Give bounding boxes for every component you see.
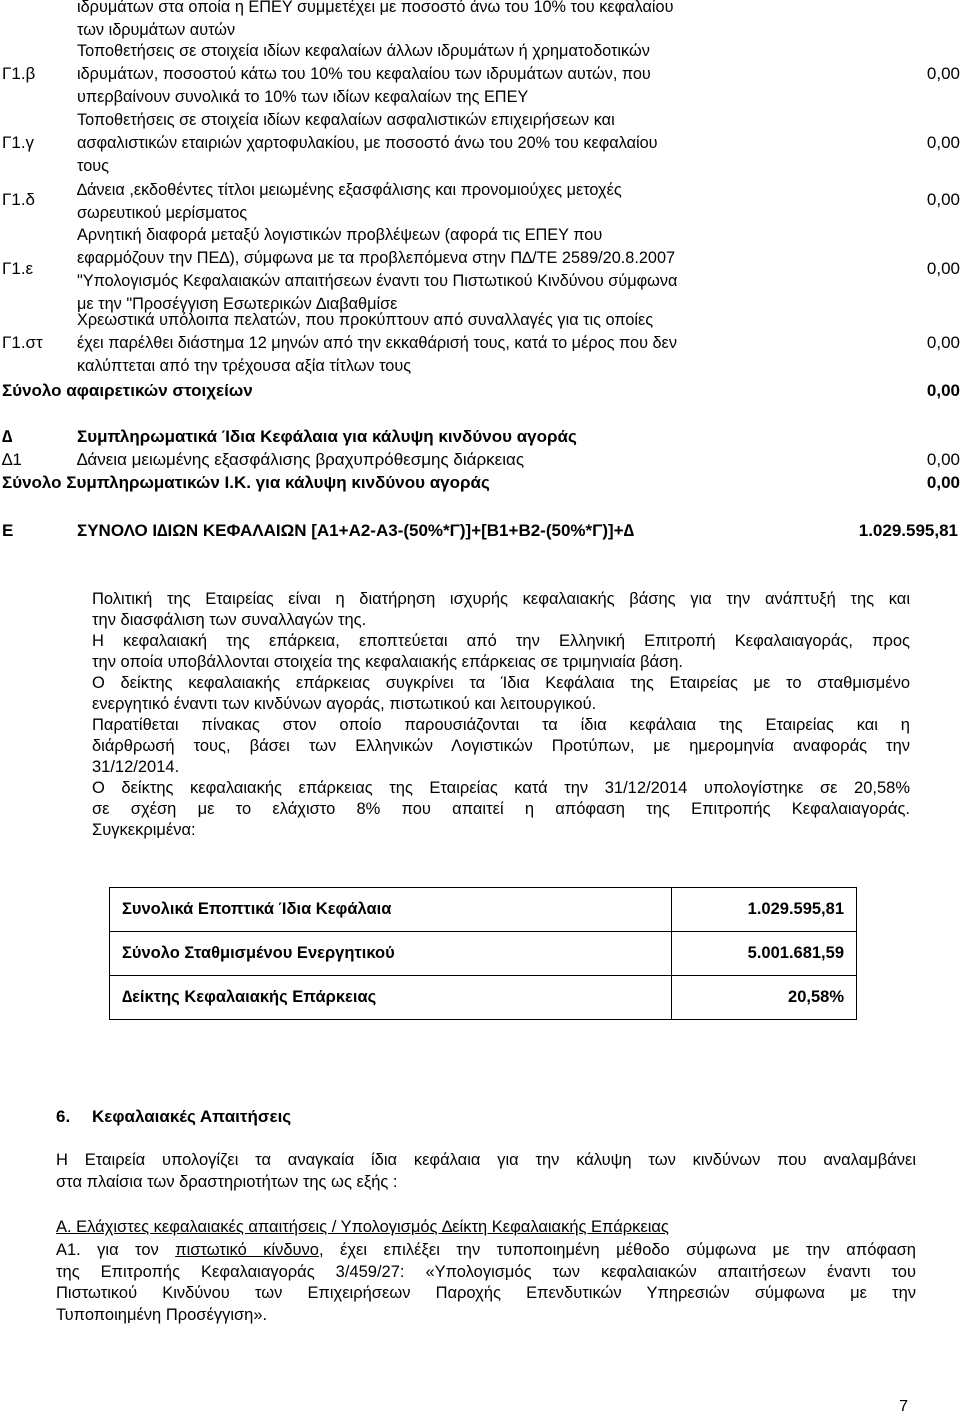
deduction-value: 0,00	[926, 333, 960, 352]
a1-prefix: Α1. για τον	[56, 1241, 176, 1259]
deduction-description-line: Χρεωστικά υπόλοιπα πελατών, που προκύπτουν από συναλλαγές για τις οποίες	[77, 311, 654, 329]
supplementary-item-label: ∆άνεια μειωμένης εξασφάλισης βραχυπρόθεσμης διάρκειας	[77, 450, 525, 469]
a1-paragraph	[56, 1240, 916, 1326]
deduction-code: Γ1.ε	[2, 259, 34, 278]
deduction-description	[77, 309, 877, 378]
policy-paragraph	[92, 589, 910, 841]
table-cell-value: 1.029.595,81	[672, 888, 857, 932]
deduction-description	[77, 109, 877, 178]
deduction-description-line: καλύπτεται από την τρέχουσα αξία τίτλων τους	[77, 357, 412, 375]
deduction-value: 0,00	[926, 259, 960, 278]
a1-first-line	[56, 1240, 916, 1262]
policy-line: Ο δείκτης κεφαλαιακής επάρκειας συγκρίνει τα Ίδια Κεφάλαια της Εταιρείας με το σταθμισμένο	[92, 674, 910, 692]
deduction-code: Γ1.β	[2, 64, 36, 83]
policy-line: Ο δείκτης κεφαλαιακής επάρκειας της Εταιρείας κατά την 31/12/2014 υπολογίστηκε σε 20,58%	[92, 779, 910, 797]
deduction-description-line: "Υπολογισμός Κεφαλαιακών απαιτήσεων έναντι του Πιστωτικού Κινδύνου σύμφωνα	[77, 272, 678, 290]
deduction-description-line: ιδρυμάτων, ποσοστού κάτω του 10% του κεφαλαίου των ιδρυμάτων αυτών, που	[77, 65, 651, 83]
deduction-code: Γ1.γ	[2, 133, 35, 152]
policy-line: Πολιτική της Εταιρείας είναι η διατήρηση ισχυρής κεφαλαιακής βάσης για την ανάπτυξή της και	[92, 590, 910, 608]
total-deductions-value: 0,00	[926, 381, 960, 400]
deduction-description-line: εφαρμόζουν την ΠΕ∆), σύμφωνα με τα προβλεπόμενα στην Π∆/ΤΕ 2589/20.8.2007	[77, 249, 676, 267]
supplementary-title: Συμπληρωματικά Ίδια Κεφάλαια για κάλυψη κινδύνου αγοράς	[77, 427, 577, 446]
intro-line: Η Εταιρεία υπολογίζει τα αναγκαία ίδια κεφάλαια για την κάλυψη των κινδύνων που αναλαμβάνει	[56, 1151, 916, 1169]
table-row	[110, 976, 857, 1020]
policy-line: 31/12/2014.	[92, 758, 180, 776]
deduction-description-line: έχει παρέλθει διάστημα 12 μηνών από την εκκαθάρισή τους, κατά το μέρος που δεν	[77, 334, 677, 352]
a1-credit-risk-term: πιστωτικό κίνδυνο	[175, 1241, 319, 1259]
supplementary-total-label: Σύνολο Συμπληρωματικών Ι.Κ. για κάλυψη κινδύνου αγοράς	[2, 473, 490, 492]
table-row	[110, 888, 857, 932]
policy-line: Η κεφαλαιακή της επάρκεια, εποπτεύεται από την Ελληνική Επιτροπή Κεφαλαιαγοράς, προς	[92, 632, 910, 650]
total-deductions-label: Σύνολο αφαιρετικών στοιχείων	[2, 381, 253, 400]
capital-summary-table	[109, 887, 857, 1020]
table-cell-value: 20,58%	[672, 976, 857, 1020]
deduction-value: 0,00	[926, 190, 960, 209]
deduction-code: Γ1.στ	[2, 333, 43, 352]
policy-line: Συγκεκριμένα:	[92, 821, 196, 839]
deduction-description-line: με την "Προσέγγιση Εσωτερικών ∆ιαβαθμίσε	[77, 295, 398, 313]
section-intro	[56, 1150, 916, 1193]
policy-line: διάρθρωσή τους, βάσει των Ελληνικών Λογιστικών Προτύπων, με ημερομηνία αναφοράς την	[92, 737, 910, 755]
policy-line: ενεργητικό έναντι των κινδύνων αγοράς, πιστωτικού και λειτουργικού.	[92, 695, 597, 713]
policy-line: σε σχέση με το ελάχιστο 8% που απαιτεί η απόφαση της Επιτροπής Κεφαλαιαγοράς.	[92, 800, 910, 818]
a1-line: Πιστωτικού Κινδύνου των Επιχειρήσεων Παροχής Επενδυτικών Υπηρεσιών σύμφωνα με την	[56, 1284, 916, 1302]
deduction-description-line: Αρνητική διαφορά μεταξύ λογιστικών προβλέψεων (αφορά τις ΕΠΕΥ που	[77, 226, 603, 244]
section-number: 6.	[56, 1107, 71, 1126]
grand-total-value: 1.029.595,81	[858, 521, 958, 540]
deduction-description	[77, 40, 877, 109]
intro-line: στα πλαίσια των δραστηριοτήτων της ως εξής :	[56, 1172, 398, 1191]
policy-line: την διασφάλιση των συναλλαγών της.	[92, 611, 367, 629]
deduction-description-line: τους	[77, 157, 110, 175]
supplementary-item-code: ∆1	[2, 450, 22, 469]
deduction-description	[77, 179, 877, 225]
grand-total-code: Ε	[2, 521, 14, 540]
deduction-value: 0,00	[926, 133, 960, 152]
a1-rest: , έχει επιλέξει την τυποποιημένη μέθοδο σύμφωνα με την απόφαση	[318, 1241, 916, 1259]
deduction-value: 0,00	[926, 64, 960, 83]
deduction-description-line: ασφαλιστικών εταιριών χαρτοφυλακίου, με ποσοστό άνω του 20% του κεφαλαίου	[77, 134, 658, 152]
page-number: 7	[899, 1398, 908, 1415]
policy-line: την οποία υποβάλλονται στοιχεία της κεφαλαιακής επάρκειας σε τριμηνιαία βάση.	[92, 653, 683, 671]
deduction-description-line: σωρευτικού μερίσματος	[77, 204, 248, 222]
deduction-description-line: ∆άνεια ,εκδοθέντες τίτλοι μειωμένης εξασφάλισης και προνομιούχες μετοχές	[77, 181, 622, 199]
deduction-description-line: υπερβαίνουν συνολικά το 10% των ιδίων κεφαλαίων της ΕΠΕΥ	[77, 88, 529, 106]
deduction-code: Γ1.δ	[2, 190, 36, 209]
table-row	[110, 932, 857, 976]
deduction-description-line: των ιδρυμάτων αυτών	[77, 21, 236, 39]
grand-total-label: ΣΥΝΟΛΟ Ι∆ΙΩΝ ΚΕΦΑΛΑΙΩΝ [Α1+Α2-Α3-(50%*Γ)]+[Β1+Β2-(50%*Γ)]+∆	[77, 521, 635, 540]
subheading-minimum-requirements: Α. Ελάχιστες κεφαλαιακές απαιτήσεις / Υπολογισμός ∆είκτη Κεφαλαιακής Επάρκειας	[56, 1218, 669, 1236]
deduction-description	[77, 224, 877, 316]
section-title: Κεφαλαιακές Απαιτήσεις	[92, 1107, 292, 1126]
policy-line: Παρατίθεται πίνακας στον οποίο παρουσιάζονται τα ίδια κεφάλαια της Εταιρείας και η	[92, 716, 910, 734]
supplementary-code: ∆	[2, 427, 13, 446]
supplementary-total-value: 0,00	[926, 473, 960, 492]
deduction-description-line: ιδρυμάτων στα οποία η ΕΠΕΥ συμμετέχει με ποσοστό άνω του 10% του κεφαλαίου	[77, 0, 674, 16]
deduction-description	[77, 0, 877, 42]
supplementary-item-value: 0,00	[926, 450, 960, 469]
deduction-description-line: Τοποθετήσεις σε στοιχεία ιδίων κεφαλαίων άλλων ιδρυμάτων ή χρηματοδοτικών	[77, 42, 650, 60]
table-cell-value: 5.001.681,59	[672, 932, 857, 976]
a1-line: Τυποποιημένη Προσέγγιση».	[56, 1305, 268, 1324]
deduction-description-line: Τοποθετήσεις σε στοιχεία ιδίων κεφαλαίων ασφαλιστικών επιχειρήσεων και	[77, 111, 615, 129]
a1-line: της Επιτροπής Κεφαλαιαγοράς 3/459/27: «Υπολογισμός των κεφαλαιακών απαιτήσεων έναντι του	[56, 1262, 916, 1281]
table-cell-label: Σύνολο Σταθμισμένου Ενεργητικού	[110, 932, 672, 976]
table-cell-label: ∆είκτης Κεφαλαιακής Επάρκειας	[110, 976, 672, 1020]
table-cell-label: Συνολικά Εποπτικά Ίδια Κεφάλαια	[110, 888, 672, 932]
